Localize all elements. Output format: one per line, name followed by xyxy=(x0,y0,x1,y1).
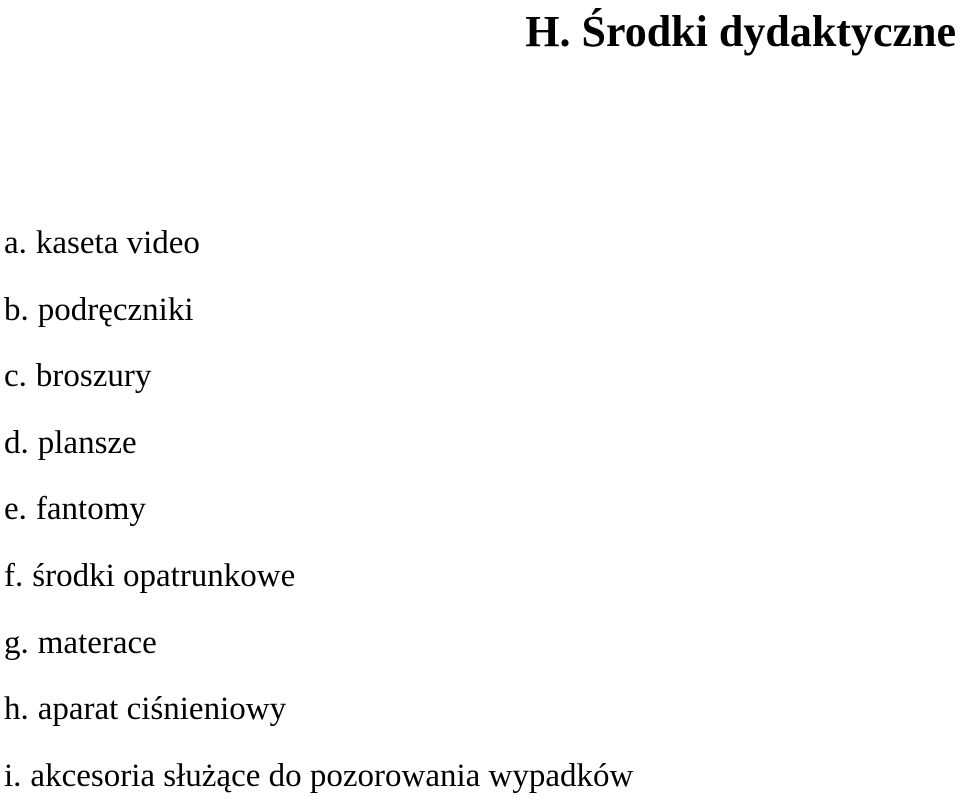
list-item-text: akcesoria służące do pozorowania wypadków xyxy=(30,757,634,794)
list-item xyxy=(4,743,633,809)
list-item xyxy=(4,210,633,277)
list-marker: f. xyxy=(4,557,24,594)
list-marker: c. xyxy=(4,358,27,395)
teaching-aids-list xyxy=(4,210,633,809)
list-item-text: podręczniki xyxy=(37,291,194,328)
list-marker: g. xyxy=(4,624,29,661)
list-marker: e. xyxy=(4,491,27,528)
list-item xyxy=(4,410,633,477)
list-item xyxy=(4,676,633,743)
list-item-text: środki opatrunkowe xyxy=(32,557,296,594)
list-marker: a. xyxy=(4,225,27,261)
list-item xyxy=(4,543,633,610)
list-marker: b. xyxy=(4,291,29,328)
list-marker: d. xyxy=(4,424,29,461)
list-item xyxy=(4,343,633,410)
list-item-text: materace xyxy=(37,624,157,661)
list-item-text: plansze xyxy=(37,424,137,461)
list-item xyxy=(4,610,633,677)
list-item-text: broszury xyxy=(35,358,152,395)
list-marker: i. xyxy=(4,757,22,794)
list-marker: h. xyxy=(4,691,29,728)
list-item-text: kaseta video xyxy=(35,225,200,261)
list-item xyxy=(4,277,633,344)
list-item-text: aparat ciśnieniowy xyxy=(37,691,287,728)
section-title: H. Środki dydaktyczne xyxy=(525,7,956,56)
list-item-text: fantomy xyxy=(35,491,146,528)
list-item xyxy=(4,476,633,543)
